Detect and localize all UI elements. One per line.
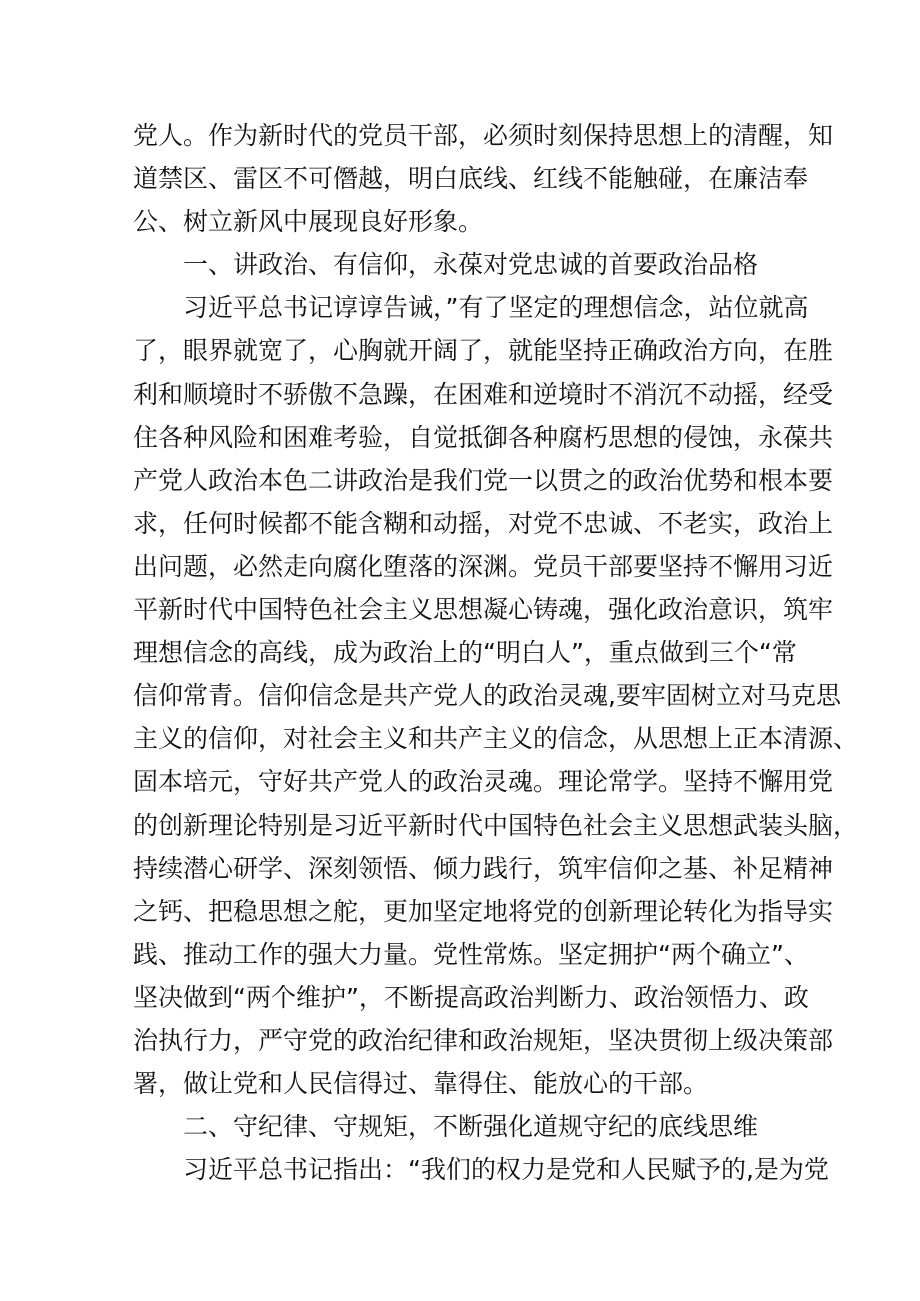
text-line: 信仰常青。信仰信念是共产党人的政治灵魂,要牢固树立对马克思 (133, 681, 841, 711)
text-line: 践、推动工作的强大力量。党性常炼。坚定拥护“两个确立”、 (133, 939, 809, 969)
text-line: 党人。作为新时代的党员干部，必须时刻保持思想上的清醒，知 (133, 121, 834, 150)
text-line: 的创新理论特别是习近平新时代中国特色社会主义思想武装头脑， (133, 810, 859, 840)
text-line: 治执行力，严守党的政治纪律和政治规矩，坚决贯彻上级决策部 (133, 1025, 834, 1055)
paragraph-start: 习近平总书记谆谆告诫，”有了坚定的理想信念，站位就高 (183, 293, 809, 323)
section-heading-1: 一、讲政治、有信仰，永葆对党忠诚的首要政治品格 (183, 250, 759, 280)
text-line: 公、树立新风中展现良好形象。 (133, 207, 484, 237)
text-line: 了，眼界就宽了，心胸就开阔了，就能坚持正确政治方向，在胜 (133, 336, 834, 366)
text-line: 住各种风险和困难考验，自觉抵御各种腐朽思想的侵蚀，永葆共 (133, 422, 834, 452)
text-line: 求，任何时候都不能含糊和动摇，对党不忠诚、不老实，政治上 (133, 508, 834, 538)
body-text (133, 114, 859, 1191)
text-line: 出问题，必然走向腐化堕落的深渊。党员干部要坚持不懈用习近 (133, 551, 834, 581)
text-line: 固本培元，守好共产党人的政治灵魂。理论常学。坚持不懈用党 (133, 767, 834, 797)
text-line: 理想信念的高线，成为政治上的“明白人”，重点做到三个“常 (133, 638, 797, 668)
section-heading-2: 二、守纪律、守规矩，不断强化道规守纪的底线思维 (183, 1112, 759, 1142)
text-line: 平新时代中国特色社会主义思想凝心铸魂，强化政治意识，筑牢 (133, 595, 834, 625)
paragraph-start: 习近平总书记指出：“我们的权力是党和人民赋予的,是为党 (183, 1155, 829, 1185)
text-line: 主义的信仰，对社会主义和共产主义的信念，从思想上正本清源、 (133, 724, 859, 754)
text-line: 利和顺境时不骄傲不急躁，在困难和逆境时不消沉不动摇，经受 (133, 379, 834, 409)
text-line: 之钙、把稳思想之舵，更加坚定地将党的创新理论转化为指导实 (133, 896, 834, 926)
text-line: 持续潜心研学、深刻领悟、倾力践行，筑牢信仰之基、补足精神 (133, 853, 834, 883)
text-line: 道禁区、雷区不可僭越，明白底线、红线不能触碰，在廉洁奉 (133, 164, 809, 194)
text-line: 坚决做到“两个维护”，不断提高政治判断力、政治领悟力、政 (133, 982, 809, 1012)
text-line: 署，做让党和人民信得过、靠得住、能放心的干部。 (133, 1069, 709, 1099)
text-line: 产党人政治本色二讲政治是我们党一以贯之的政治优势和根本要 (133, 465, 834, 495)
